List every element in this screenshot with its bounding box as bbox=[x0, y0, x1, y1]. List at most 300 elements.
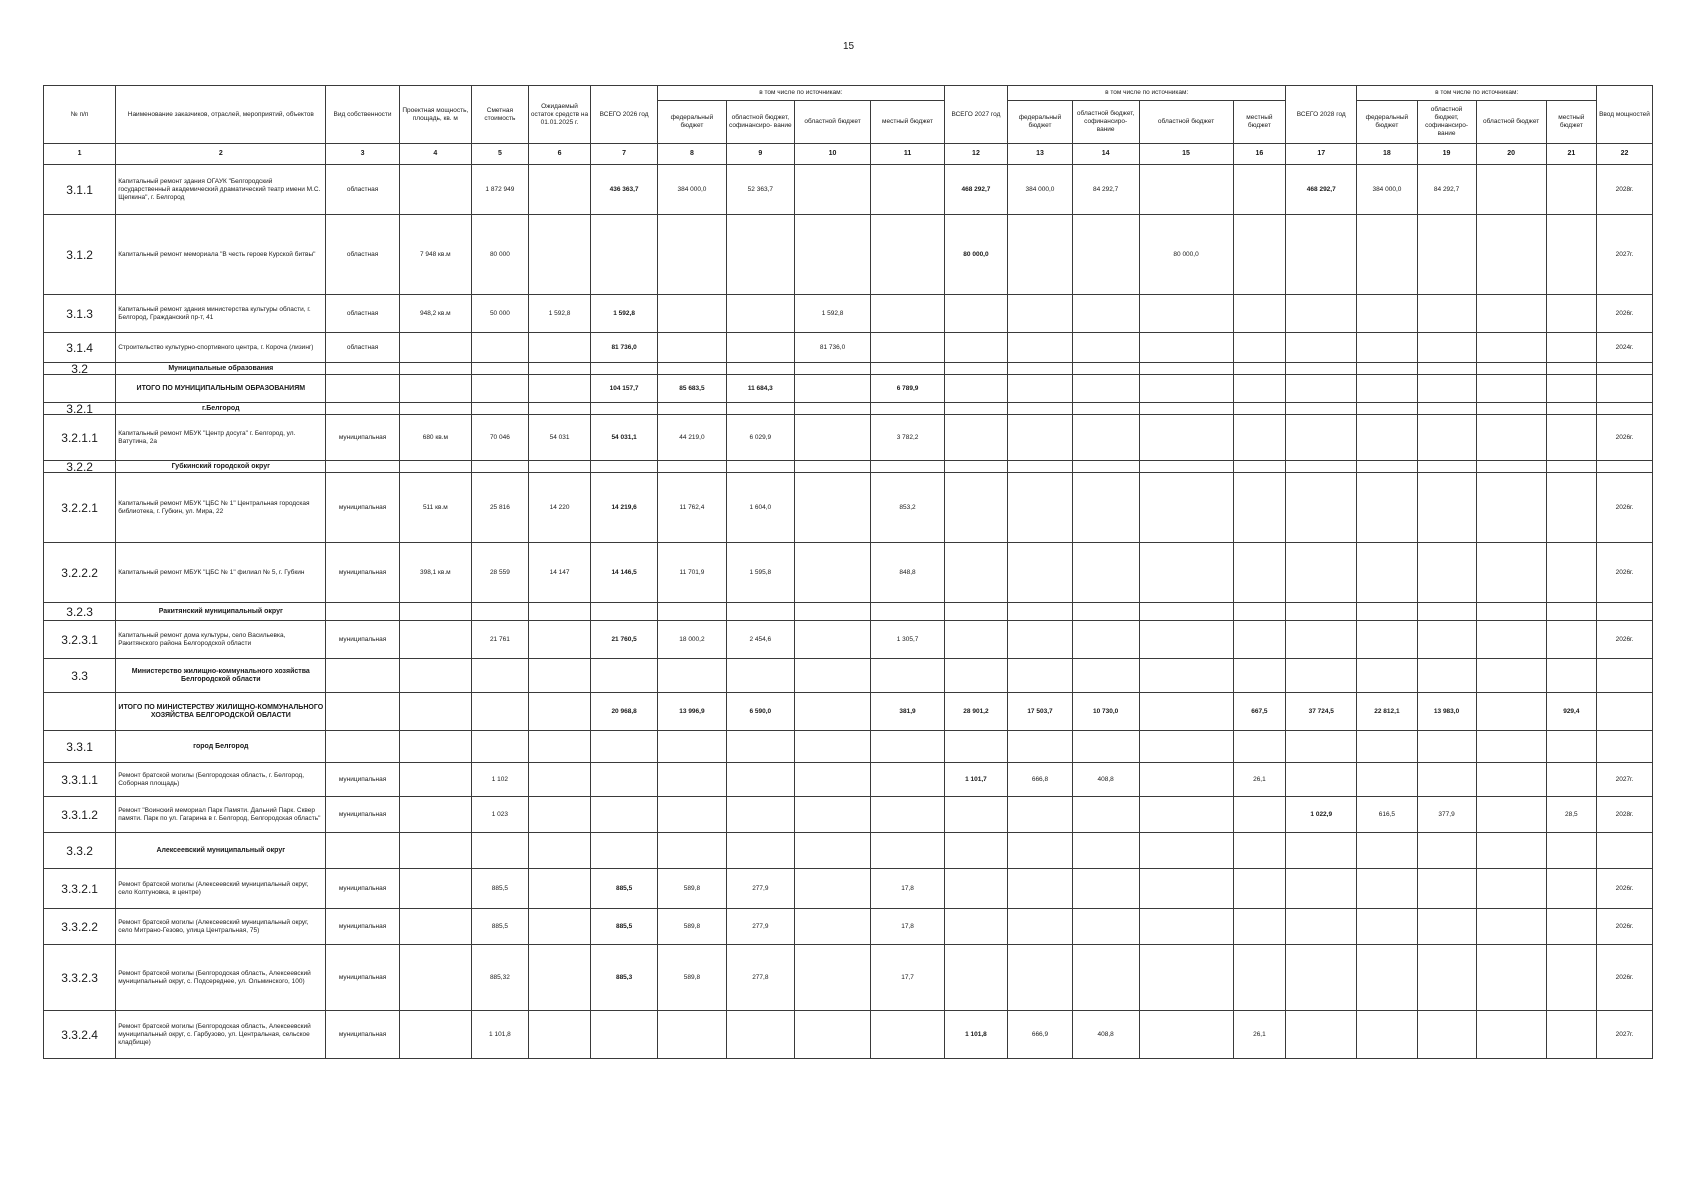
empty-cell bbox=[326, 363, 399, 375]
empty-cell bbox=[326, 833, 399, 869]
cell-value bbox=[528, 621, 590, 659]
empty-cell bbox=[1417, 731, 1476, 763]
cell-value bbox=[528, 797, 590, 833]
cell-value bbox=[1286, 333, 1357, 363]
cell-value bbox=[657, 1011, 726, 1059]
cell-value bbox=[794, 909, 871, 945]
cell-value: 26,1 bbox=[1233, 1011, 1286, 1059]
empty-cell bbox=[871, 363, 944, 375]
cell-value bbox=[1072, 543, 1139, 603]
cell-value: муниципальная bbox=[326, 909, 399, 945]
cell-value bbox=[1008, 869, 1073, 909]
cell-value bbox=[1139, 621, 1233, 659]
cell-value: 3 782,2 bbox=[871, 415, 944, 461]
empty-cell bbox=[591, 659, 658, 693]
row-number: 3.3.2.3 bbox=[44, 945, 116, 1011]
cell-value: 468 292,7 bbox=[944, 165, 1007, 215]
cell-value bbox=[1417, 415, 1476, 461]
cell-value bbox=[1546, 543, 1596, 603]
cell-value bbox=[1008, 945, 1073, 1011]
cell-value bbox=[1072, 415, 1139, 461]
cell-value bbox=[1008, 909, 1073, 945]
cell-value bbox=[1286, 869, 1357, 909]
cell-value bbox=[399, 621, 471, 659]
cell-value bbox=[944, 621, 1007, 659]
table-row bbox=[44, 415, 1653, 461]
empty-cell bbox=[591, 363, 658, 375]
cell-value bbox=[1357, 333, 1417, 363]
cell-value bbox=[1233, 473, 1286, 543]
cell-value bbox=[528, 215, 590, 295]
empty-cell bbox=[1597, 659, 1653, 693]
object-name: Капитальный ремонт МБУК "ЦБС № 1" Центральная городская библиотека, г. Губкин, ул. Мира, 22 bbox=[116, 473, 326, 543]
cell-value bbox=[1476, 621, 1546, 659]
cell-value bbox=[1357, 1011, 1417, 1059]
cell-value bbox=[1546, 763, 1596, 797]
cell-value: 848,8 bbox=[871, 543, 944, 603]
cell-value: 11 762,4 bbox=[657, 473, 726, 543]
empty-cell bbox=[1008, 403, 1073, 415]
cell-value: 384 000,0 bbox=[657, 165, 726, 215]
column-number: 6 bbox=[528, 144, 590, 165]
empty-cell bbox=[399, 659, 471, 693]
cell-value bbox=[1072, 333, 1139, 363]
empty-cell bbox=[726, 461, 794, 473]
empty-cell bbox=[471, 603, 528, 621]
cell-value bbox=[657, 215, 726, 295]
cell-value: 17,8 bbox=[871, 869, 944, 909]
cell-value bbox=[1476, 165, 1546, 215]
empty-cell bbox=[1286, 833, 1357, 869]
empty-cell bbox=[1139, 731, 1233, 763]
cell-value bbox=[794, 797, 871, 833]
cell-value bbox=[1417, 1011, 1476, 1059]
cell-value: 54 031,1 bbox=[591, 415, 658, 461]
cell-value: 2026г. bbox=[1597, 415, 1653, 461]
cell-value bbox=[657, 295, 726, 333]
cell-value: 384 000,0 bbox=[1357, 165, 1417, 215]
cell-value bbox=[1286, 473, 1357, 543]
cell-value: 17 503,7 bbox=[1008, 693, 1073, 731]
empty-cell bbox=[1417, 363, 1476, 375]
header-local-2028: местный бюджет bbox=[1546, 101, 1596, 144]
cell-value bbox=[399, 333, 471, 363]
row-number: 3.2.1.1 bbox=[44, 415, 116, 461]
cell-value bbox=[1286, 763, 1357, 797]
section-row bbox=[44, 833, 1653, 869]
header-regional-cofin-2026: областной бюджет, софинансиро- вание bbox=[726, 101, 794, 144]
table-row bbox=[44, 215, 1653, 295]
cell-value: 26,1 bbox=[1233, 763, 1286, 797]
empty-cell bbox=[944, 603, 1007, 621]
cell-value bbox=[726, 1011, 794, 1059]
row-number: 3.3 bbox=[44, 659, 116, 693]
row-number: 3.2.2.2 bbox=[44, 543, 116, 603]
cell-value: областная bbox=[326, 165, 399, 215]
cell-value: 28 901,2 bbox=[944, 693, 1007, 731]
cell-value: 666,8 bbox=[1008, 763, 1073, 797]
cell-value bbox=[399, 797, 471, 833]
empty-cell bbox=[528, 403, 590, 415]
empty-cell bbox=[1476, 363, 1546, 375]
cell-value: 929,4 bbox=[1546, 693, 1596, 731]
empty-cell bbox=[1233, 403, 1286, 415]
cell-value bbox=[794, 945, 871, 1011]
object-name: Ремонт "Воинский мемориал Парк Памяти. Дальний Парк. Сквер памяти. Парк по ул. Гагарина в г. Белгород, Белгородская область" bbox=[116, 797, 326, 833]
cell-value bbox=[871, 333, 944, 363]
empty-cell bbox=[1546, 363, 1596, 375]
row-number: 3.3.2.2 bbox=[44, 909, 116, 945]
object-name: Муниципальные образования bbox=[116, 363, 326, 375]
object-name: ИТОГО ПО МУНИЦИПАЛЬНЫМ ОБРАЗОВАНИЯМ bbox=[116, 375, 326, 403]
cell-value bbox=[1072, 375, 1139, 403]
cell-value bbox=[726, 333, 794, 363]
table-row bbox=[44, 165, 1653, 215]
cell-value bbox=[794, 543, 871, 603]
empty-cell bbox=[1072, 403, 1139, 415]
column-number: 17 bbox=[1286, 144, 1357, 165]
section-row bbox=[44, 731, 1653, 763]
cell-value: 85 683,5 bbox=[657, 375, 726, 403]
table-row bbox=[44, 621, 1653, 659]
empty-cell bbox=[1597, 833, 1653, 869]
cell-value bbox=[1476, 215, 1546, 295]
header-sources-2027: в том числе по источникам: bbox=[1008, 86, 1286, 101]
cell-value bbox=[1286, 375, 1357, 403]
column-number: 14 bbox=[1072, 144, 1139, 165]
cell-value: 511 кв.м bbox=[399, 473, 471, 543]
cell-value bbox=[1233, 333, 1286, 363]
cell-value: 70 046 bbox=[471, 415, 528, 461]
cell-value: 14 219,6 bbox=[591, 473, 658, 543]
column-number: 16 bbox=[1233, 144, 1286, 165]
page-number: 15 bbox=[842, 41, 855, 52]
cell-value bbox=[1139, 945, 1233, 1011]
column-number: 18 bbox=[1357, 144, 1417, 165]
empty-cell bbox=[944, 659, 1007, 693]
cell-value bbox=[726, 215, 794, 295]
cell-value bbox=[1476, 473, 1546, 543]
header-local-2027: местный бюджет bbox=[1233, 101, 1286, 144]
cell-value bbox=[399, 869, 471, 909]
cell-value: муниципальная bbox=[326, 1011, 399, 1059]
cell-value bbox=[1476, 333, 1546, 363]
empty-cell bbox=[657, 461, 726, 473]
cell-value bbox=[399, 165, 471, 215]
column-number: 22 bbox=[1597, 144, 1653, 165]
empty-cell bbox=[1597, 403, 1653, 415]
cell-value bbox=[1476, 415, 1546, 461]
empty-cell bbox=[794, 833, 871, 869]
row-number: 3.2 bbox=[44, 363, 116, 375]
cell-value: 2026г. bbox=[1597, 621, 1653, 659]
empty-cell bbox=[528, 731, 590, 763]
empty-cell bbox=[1546, 731, 1596, 763]
cell-value: областная bbox=[326, 295, 399, 333]
header-total-2026: ВСЕГО 2026 год bbox=[591, 86, 658, 144]
cell-value bbox=[794, 473, 871, 543]
cell-value bbox=[591, 215, 658, 295]
empty-cell bbox=[1139, 833, 1233, 869]
cell-value bbox=[726, 797, 794, 833]
table-row bbox=[44, 333, 1653, 363]
empty-cell bbox=[1008, 461, 1073, 473]
cell-value bbox=[1233, 375, 1286, 403]
header-regional-2026: областной бюджет bbox=[794, 101, 871, 144]
empty-cell bbox=[528, 363, 590, 375]
cell-value bbox=[1139, 869, 1233, 909]
cell-value: 7 948 кв.м bbox=[399, 215, 471, 295]
column-number: 1 bbox=[44, 144, 116, 165]
cell-value bbox=[794, 1011, 871, 1059]
cell-value bbox=[1417, 621, 1476, 659]
cell-value bbox=[1072, 869, 1139, 909]
cell-value: 84 292,7 bbox=[1072, 165, 1139, 215]
section-row bbox=[44, 659, 1653, 693]
cell-value bbox=[1546, 165, 1596, 215]
object-name: Капитальный ремонт здания министерства культуры области, г. Белгород, Гражданский пр-т, 41 bbox=[116, 295, 326, 333]
object-name: ИТОГО ПО МИНИСТЕРСТВУ ЖИЛИЩНО-КОММУНАЛЬНОГО ХОЗЯЙСТВА БЕЛГОРОДСКОЙ ОБЛАСТИ bbox=[116, 693, 326, 731]
cell-value bbox=[1233, 945, 1286, 1011]
empty-cell bbox=[471, 833, 528, 869]
cell-value: 2026г. bbox=[1597, 945, 1653, 1011]
cell-value bbox=[1233, 165, 1286, 215]
cell-value: 13 996,9 bbox=[657, 693, 726, 731]
cell-value bbox=[944, 797, 1007, 833]
cell-value: 14 147 bbox=[528, 543, 590, 603]
cell-value bbox=[591, 763, 658, 797]
empty-cell bbox=[726, 603, 794, 621]
row-number: 3.3.1.2 bbox=[44, 797, 116, 833]
cell-value bbox=[1233, 797, 1286, 833]
cell-value: 2026г. bbox=[1597, 909, 1653, 945]
cell-value bbox=[1233, 415, 1286, 461]
cell-value bbox=[326, 375, 399, 403]
column-number: 3 bbox=[326, 144, 399, 165]
cell-value: 2027г. bbox=[1597, 215, 1653, 295]
cell-value: муниципальная bbox=[326, 763, 399, 797]
object-name: Алексеевский муниципальный округ bbox=[116, 833, 326, 869]
cell-value: 11 701,9 bbox=[657, 543, 726, 603]
cell-value: 2026г. bbox=[1597, 295, 1653, 333]
cell-value bbox=[1417, 215, 1476, 295]
empty-cell bbox=[657, 659, 726, 693]
cell-value bbox=[1139, 1011, 1233, 1059]
cell-value bbox=[1139, 415, 1233, 461]
cell-value bbox=[528, 165, 590, 215]
cell-value bbox=[794, 415, 871, 461]
cell-value: 81 736,0 bbox=[794, 333, 871, 363]
empty-cell bbox=[726, 731, 794, 763]
empty-cell bbox=[944, 731, 1007, 763]
empty-cell bbox=[471, 461, 528, 473]
cell-value: 885,32 bbox=[471, 945, 528, 1011]
cell-value: 2024г. bbox=[1597, 333, 1653, 363]
cell-value bbox=[1072, 945, 1139, 1011]
empty-cell bbox=[1357, 833, 1417, 869]
cell-value: 277,8 bbox=[726, 945, 794, 1011]
section-row bbox=[44, 461, 1653, 473]
empty-cell bbox=[1546, 833, 1596, 869]
row-number: 3.2.3.1 bbox=[44, 621, 116, 659]
empty-cell bbox=[1072, 461, 1139, 473]
cell-value: 1 595,8 bbox=[726, 543, 794, 603]
cell-value: 22 812,1 bbox=[1357, 693, 1417, 731]
cell-value bbox=[1546, 215, 1596, 295]
empty-cell bbox=[471, 363, 528, 375]
empty-cell bbox=[657, 363, 726, 375]
cell-value bbox=[1072, 621, 1139, 659]
empty-cell bbox=[1139, 659, 1233, 693]
column-number: 8 bbox=[657, 144, 726, 165]
row-number bbox=[44, 375, 116, 403]
empty-cell bbox=[794, 659, 871, 693]
cell-value bbox=[657, 333, 726, 363]
empty-cell bbox=[399, 403, 471, 415]
empty-cell bbox=[1476, 731, 1546, 763]
cell-value bbox=[1546, 869, 1596, 909]
cell-value bbox=[1357, 945, 1417, 1011]
cell-value: 1 101,8 bbox=[471, 1011, 528, 1059]
cell-value: муниципальная bbox=[326, 543, 399, 603]
cell-value: 6 789,9 bbox=[871, 375, 944, 403]
object-name: Капитальный ремонт мемориала "В честь героев Курской битвы" bbox=[116, 215, 326, 295]
cell-value bbox=[1139, 473, 1233, 543]
cell-value bbox=[1417, 375, 1476, 403]
empty-cell bbox=[1417, 403, 1476, 415]
row-number: 3.2.3 bbox=[44, 603, 116, 621]
empty-cell bbox=[1286, 363, 1357, 375]
cell-value bbox=[1546, 295, 1596, 333]
cell-value bbox=[1357, 215, 1417, 295]
cell-value bbox=[1286, 215, 1357, 295]
empty-cell bbox=[1233, 833, 1286, 869]
cell-value bbox=[1546, 909, 1596, 945]
empty-cell bbox=[326, 603, 399, 621]
cell-value bbox=[1008, 215, 1073, 295]
cell-value bbox=[794, 621, 871, 659]
cell-value bbox=[794, 165, 871, 215]
cell-value bbox=[1286, 295, 1357, 333]
table-row bbox=[44, 797, 1653, 833]
empty-cell bbox=[1546, 461, 1596, 473]
empty-cell bbox=[528, 833, 590, 869]
row-number: 3.1.3 bbox=[44, 295, 116, 333]
cell-value bbox=[591, 797, 658, 833]
header-sources-2028: в том числе по источникам: bbox=[1357, 86, 1597, 101]
column-number: 11 bbox=[871, 144, 944, 165]
table-row bbox=[44, 543, 1653, 603]
cell-value: 80 000,0 bbox=[1139, 215, 1233, 295]
cell-value: 589,8 bbox=[657, 945, 726, 1011]
empty-cell bbox=[399, 603, 471, 621]
cell-value bbox=[794, 693, 871, 731]
cell-value: 81 736,0 bbox=[591, 333, 658, 363]
cell-value: 885,5 bbox=[591, 909, 658, 945]
table-row bbox=[44, 945, 1653, 1011]
cell-value bbox=[1286, 543, 1357, 603]
cell-value: 885,5 bbox=[471, 909, 528, 945]
cell-value: 54 031 bbox=[528, 415, 590, 461]
cell-value bbox=[1417, 945, 1476, 1011]
empty-cell bbox=[591, 833, 658, 869]
cell-value: 277,9 bbox=[726, 869, 794, 909]
cell-value: 37 724,5 bbox=[1286, 693, 1357, 731]
empty-cell bbox=[1357, 731, 1417, 763]
object-name: Ремонт братской могилы (Белгородская область, г. Белгород, Соборная площадь) bbox=[116, 763, 326, 797]
table-row bbox=[44, 295, 1653, 333]
empty-cell bbox=[944, 833, 1007, 869]
row-number: 3.3.1 bbox=[44, 731, 116, 763]
table-row bbox=[44, 763, 1653, 797]
cell-value: 948,2 кв.м bbox=[399, 295, 471, 333]
cell-value: 666,9 bbox=[1008, 1011, 1073, 1059]
cell-value bbox=[1357, 621, 1417, 659]
header-regional-2027: областной бюджет bbox=[1139, 101, 1233, 144]
section-row bbox=[44, 363, 1653, 375]
cell-value bbox=[1286, 621, 1357, 659]
column-number: 20 bbox=[1476, 144, 1546, 165]
cell-value bbox=[528, 869, 590, 909]
cell-value bbox=[871, 295, 944, 333]
cell-value bbox=[591, 1011, 658, 1059]
empty-cell bbox=[794, 461, 871, 473]
empty-cell bbox=[794, 363, 871, 375]
cell-value bbox=[1072, 473, 1139, 543]
cell-value bbox=[794, 763, 871, 797]
header-local-2026: местный бюджет bbox=[871, 101, 944, 144]
cell-value bbox=[399, 945, 471, 1011]
cell-value: 14 220 bbox=[528, 473, 590, 543]
cell-value bbox=[1476, 869, 1546, 909]
cell-value bbox=[1233, 295, 1286, 333]
cell-value bbox=[1233, 543, 1286, 603]
object-name: Ремонт братской могилы (Алексеевский муниципальный округ, село Колтуновка, в центре) bbox=[116, 869, 326, 909]
cell-value: 104 157,7 bbox=[591, 375, 658, 403]
cell-value: 6 590,0 bbox=[726, 693, 794, 731]
empty-cell bbox=[1072, 659, 1139, 693]
cell-value bbox=[1139, 375, 1233, 403]
empty-cell bbox=[591, 461, 658, 473]
object-name: город Белгород bbox=[116, 731, 326, 763]
empty-cell bbox=[1286, 603, 1357, 621]
cell-value bbox=[528, 763, 590, 797]
cell-value: 52 363,7 bbox=[726, 165, 794, 215]
cell-value bbox=[1139, 165, 1233, 215]
cell-value bbox=[399, 1011, 471, 1059]
cell-value bbox=[1139, 763, 1233, 797]
object-name: Ракитянский муниципальный округ bbox=[116, 603, 326, 621]
empty-cell bbox=[399, 833, 471, 869]
empty-cell bbox=[871, 731, 944, 763]
total-row bbox=[44, 693, 1653, 731]
cell-value: 2027г. bbox=[1597, 763, 1653, 797]
cell-value: 18 000,2 bbox=[657, 621, 726, 659]
cell-value bbox=[944, 945, 1007, 1011]
empty-cell bbox=[1476, 659, 1546, 693]
empty-cell bbox=[871, 461, 944, 473]
cell-value bbox=[1233, 621, 1286, 659]
empty-cell bbox=[471, 731, 528, 763]
cell-value: 589,8 bbox=[657, 869, 726, 909]
empty-cell bbox=[1233, 363, 1286, 375]
row-number bbox=[44, 693, 116, 731]
cell-value: 667,5 bbox=[1233, 693, 1286, 731]
cell-value bbox=[726, 295, 794, 333]
cell-value: муниципальная bbox=[326, 797, 399, 833]
column-number: 10 bbox=[794, 144, 871, 165]
cell-value bbox=[1008, 295, 1073, 333]
